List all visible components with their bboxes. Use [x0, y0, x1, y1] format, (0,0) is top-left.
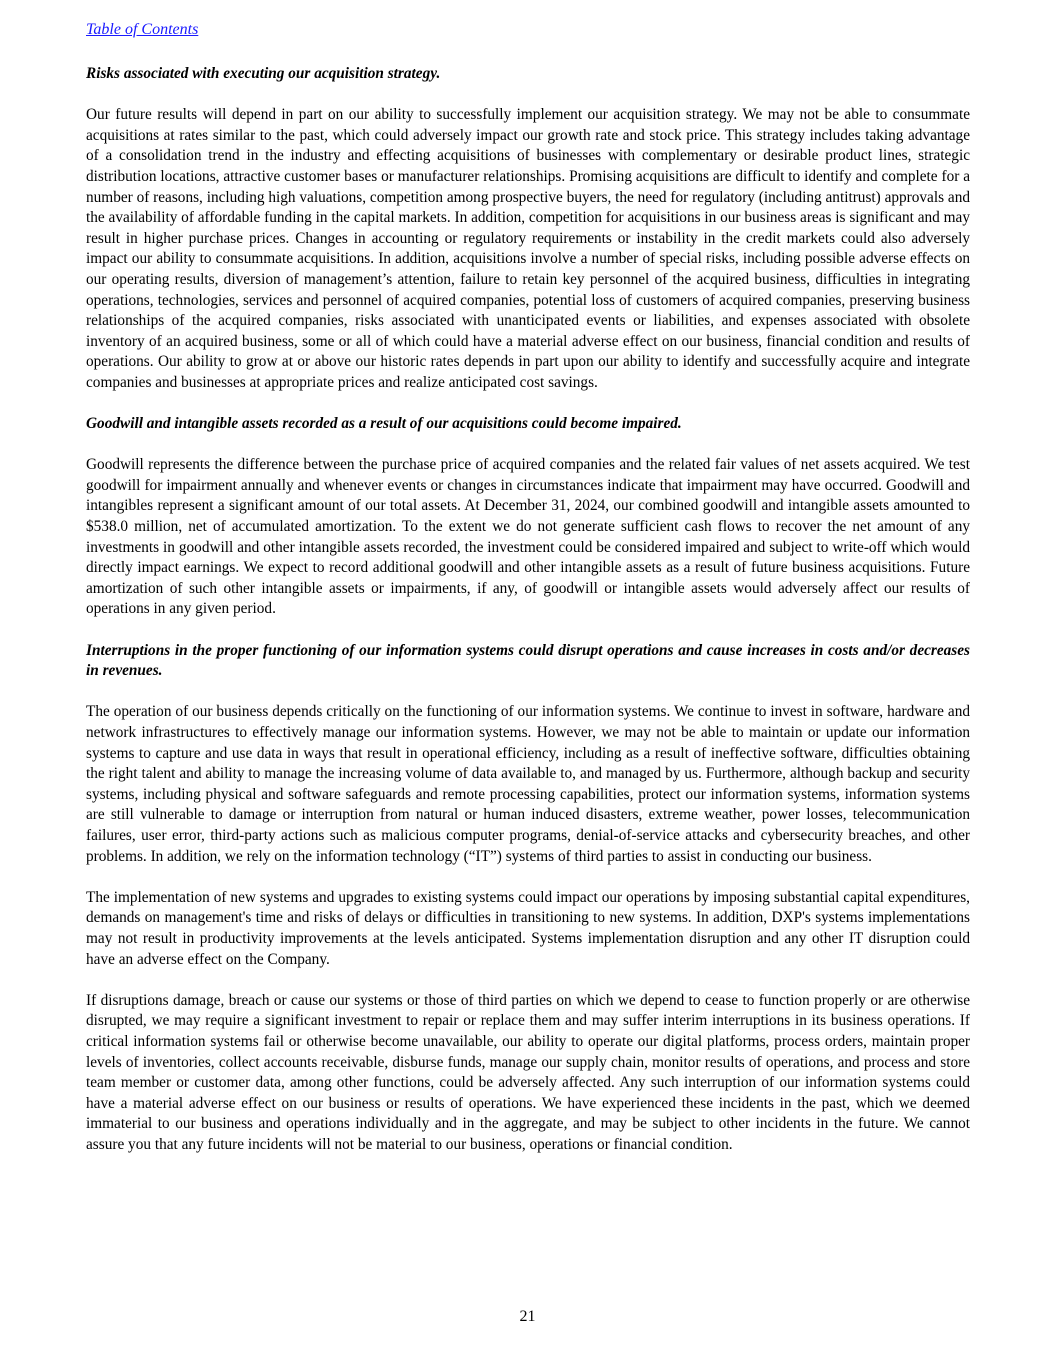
section-heading-goodwill: Goodwill and intangible assets recorded as a result of our acquisitions could become impaired. [86, 415, 682, 433]
page-number: 21 [519, 1308, 536, 1325]
paragraph-information-systems-3: If disruptions damage, breach or cause our systems or those of third parties on which we depend to cease to function properly or are otherwise disrupted, we may require a significant investment to repair or replace them and may suffer interim interruptions in its business operations. If critical information systems fail or otherwise become unavailable, our ability to operate our digital platforms, process orders, maintain proper levels of inventories, collect accounts receivable, disburse funds, manage our supply chain, monitor results of operations, and process and store team member or customer data, among other functions, could be adversely affected. Any such interruption of our information systems could have a material adverse effect on our business or results of operations. We have experienced these incidents in the past, which we deemed immaterial to our business and operations individually and in the aggregate, and may be subject to other incidents in the future. We cannot assure you that any future incidents will not be material to our business, operations or financial condition. [86, 991, 970, 1153]
paragraph-information-systems-1: The operation of our business depends critically on the functioning of our information systems. We continue to invest in software, hardware and network infrastructures to effectively manage our information systems. However, we may not be able to maintain or update our information systems to capture and use data in ways that result in operational efficiency, including as a result of ineffective software, difficulties obtaining the right talent and ability to manage the increasing volume of data available to, and managed by us. Furthermore, although backup and security systems, including physical and software safeguards and remote processing capabilities, protect our information systems, information systems are still vulnerable to damage or interruption from natural or human induced disasters, extreme weather, power losses, telecommunication failures, user error, third-party actions such as malicious computer programs, denial-of-service attacks and cybersecurity breaches, and other problems. In addition, we rely on the information technology (“IT”) systems of third parties to assist in conducting our business. [86, 703, 970, 865]
spacer [86, 682, 970, 703]
spacer [86, 620, 970, 641]
section-heading-acquisition-strategy: Risks associated with executing our acquisition strategy. [86, 65, 441, 82]
paragraph-acquisition-strategy: Our future results will depend in part on our ability to successfully implement our acquisition strategy. We may not be able to consummate acquisitions at rates similar to the past, which could adversely impact our growth rate and stock price. This strategy includes taking advantage of a consolidation trend in the industry and effecting acquisitions of businesses with complementary or desirable product lines, strategic distribution locations, attractive customer bases or manufacturer relationships. Promising acquisitions are difficult to identify and complete for a number of reasons, including high valuations, competition among prospective buyers, the need for regulatory (including antitrust) approvals and the availability of affordable funding in the capital markets. In addition, competition for acquisitions in our business areas is significant and may result in higher purchase prices. Changes in accounting or regulatory requirements or instability in the credit markets could also adversely impact our ability to consummate acquisitions. In addition, acquisitions involve a number of special risks, including possible adverse effects on our operating results, diversion of management’s attention, failure to retain key personnel of the acquired business, difficulties in integrating operations, technologies, services and personnel of acquired companies, potential loss of customers of acquired companies, preserving business relationships of the acquired companies, risks associated with unanticipated events or liabilities, and expenses associated with obsolete inventory of an acquired business, some or all of which could have a material adverse effect on our business, financial condition and results of operations. Our ability to grow at or above our historic rates depends in part upon our ability to identify and successfully acquire and integrate companies and businesses at appropriate prices and realize anticipated cost savings. [86, 106, 970, 391]
spacer [86, 435, 970, 456]
paragraph-goodwill: Goodwill represents the difference between the purchase price of acquired companies and the related fair values of net assets acquired. We test goodwill for impairment annually and whenever events or changes in circumstances indicate that impairment may have occurred. Goodwill and intangibles represent a significant amount of our total assets. At December 31, 2024, our combined goodwill and intangible assets amounted to $538.0 million, net of accumulated amortization. To the extent we do not generate sufficient cash flows to recover the net amount of any investments in goodwill and other intangible assets recorded, the investment could be considered impaired and subject to write-off which would directly impact earnings. We expect to record additional goodwill and other intangible assets as a result of future business acquisitions. Future amortization of such other intangible assets or impairments, if any, of goodwill or intangible assets would adversely affect our results of operations in any given period. [86, 456, 970, 618]
spacer [86, 394, 970, 415]
spacer [86, 85, 970, 106]
spacer [86, 40, 970, 64]
spacer [86, 970, 970, 991]
table-of-contents-link[interactable]: Table of Contents [86, 21, 199, 38]
document-page [86, 19, 970, 1155]
spacer [86, 867, 970, 888]
paragraph-information-systems-2: The implementation of new systems and upgrades to existing systems could impact our operations by imposing substantial capital expenditures, demands on management's time and risks of delays or difficulties in transitioning to new systems. In addition, DXP's systems implementations may not result in productivity improvements at the levels anticipated. Systems implementation disruption and any other IT disruption could have an adverse effect on the Company. [86, 888, 970, 968]
section-heading-information-systems: Interruptions in the proper functioning of our information systems could disrupt operations and cause increases in costs and/or decreases in revenues. [86, 641, 970, 680]
